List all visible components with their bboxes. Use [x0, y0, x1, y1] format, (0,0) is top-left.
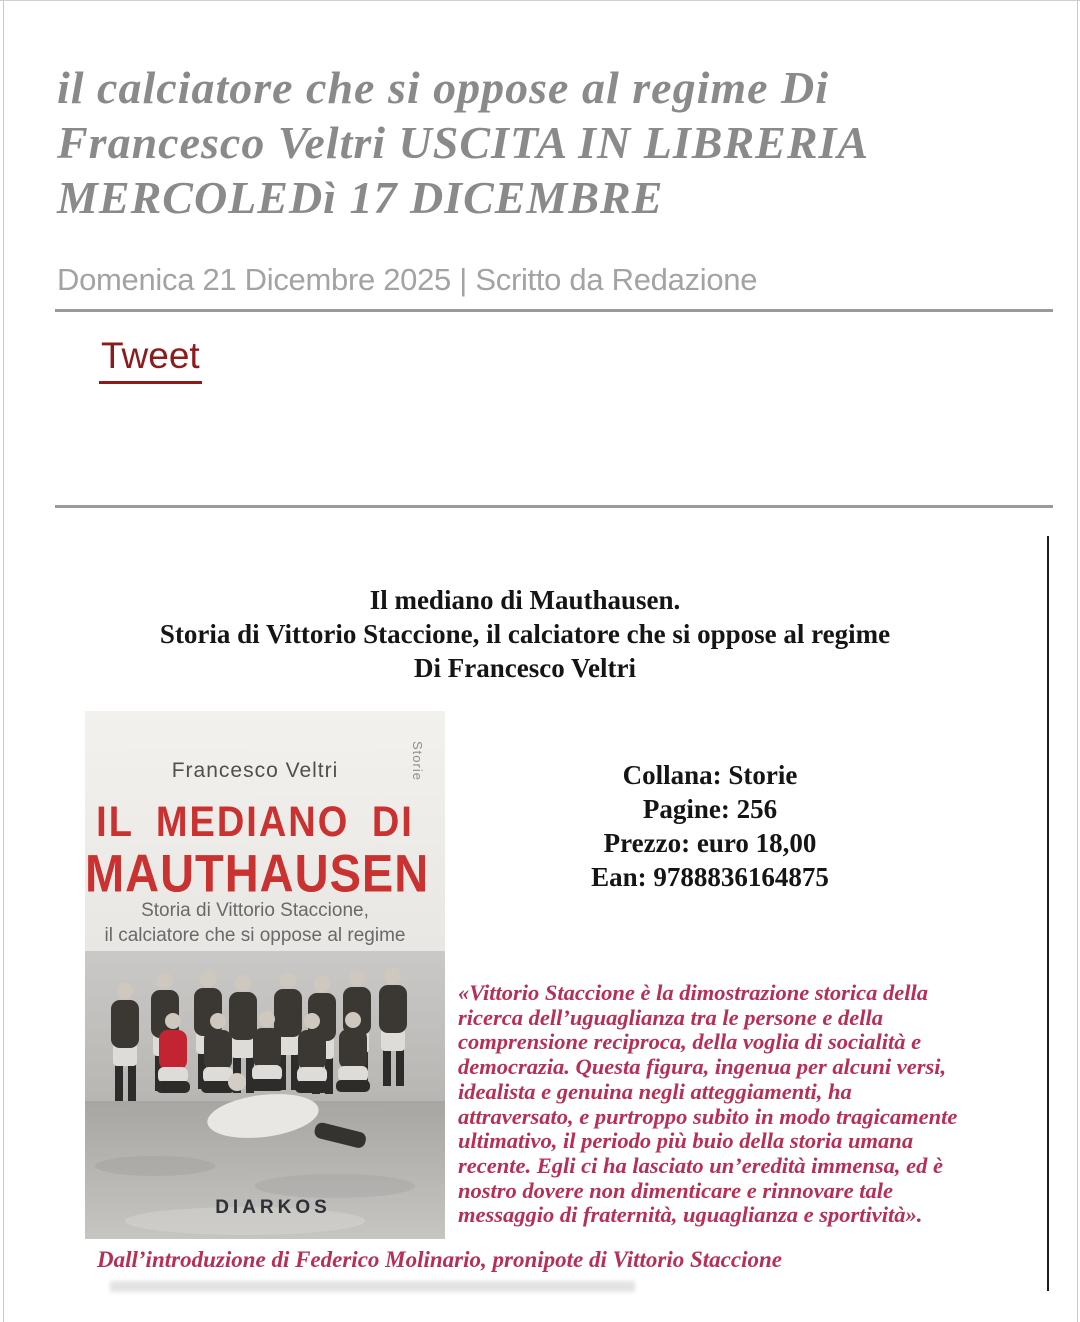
cover-subtitle-line1: Storia di Vittorio Staccione,: [141, 900, 369, 921]
divider: [55, 505, 1053, 508]
team-photo: [85, 951, 445, 1239]
publisher-logo-text: DIARKOS: [215, 1197, 331, 1218]
tweet-link[interactable]: Tweet: [99, 335, 202, 384]
detail-ean: Ean: 9788836164875: [591, 862, 829, 892]
flyer-heading-line: Storia di Vittorio Staccione, il calciatore che si oppose al regime: [159, 619, 891, 649]
title-line: Francesco Veltri USCITA IN LIBRERIA: [57, 116, 870, 168]
divider: [55, 309, 1053, 312]
introduction-quote: «Vittorio Staccione è la dimostrazione storica della ricerca dell’uguaglianza tra le persone e della comprensione reciproca, della voglia di socialità e democrazia. Questa figura, ingenua per alcuni versi, idealista e genuina negli atteggiamenti, ha attraversato, e purtroppo subito in modo tragicamente ultimativo, il periodo più buio della storia umana recente. Egli ci ha lasciato un’eredità immensa, ed è nostro dovere non dimenticare e rinnovare tale messaggio di fraternità, uguaglianza e sportività».: [458, 980, 958, 1228]
flyer-scan-edge: [1047, 536, 1049, 1291]
detail-collana: Collana: Storie: [622, 760, 798, 790]
flyer-image: [60, 513, 1050, 1291]
cutoff-content-band: [110, 1281, 635, 1292]
page-right-border: [1077, 1, 1078, 1322]
page-left-border: [3, 1, 4, 1322]
detail-pagine: Pagine: 256: [642, 794, 778, 824]
title-line: MERCOLEDì 17 DICEMBRE: [57, 171, 664, 223]
cover-series-label: Storie: [410, 741, 425, 781]
flyer-heading-line: Il mediano di Mauthausen.: [369, 585, 681, 615]
article-meta-dateline: Domenica 21 Dicembre 2025 | Scritto da Redazione: [57, 262, 758, 297]
detail-prezzo: Prezzo: euro 18,00: [603, 828, 817, 858]
cover-title-line1: IL MEDIANO DI: [96, 799, 414, 847]
cover-subtitle-line2: il calciatore che si oppose al regime: [104, 925, 406, 946]
flyer-heading: [60, 583, 990, 685]
quote-attribution: Dall’introduzione di Federico Molinario, pronipote di Vittorio Staccione: [97, 1247, 782, 1272]
cover-author: Francesco Veltri: [171, 759, 339, 782]
cover-title-line2: MAUTHAUSEN: [85, 843, 430, 903]
book-details: [500, 758, 920, 894]
flyer-heading-line: Di Francesco Veltri: [414, 653, 636, 683]
title-line: il calciatore che si oppose al regime Di: [57, 61, 830, 113]
book-cover: [85, 711, 445, 1239]
page-title: [57, 60, 1037, 225]
